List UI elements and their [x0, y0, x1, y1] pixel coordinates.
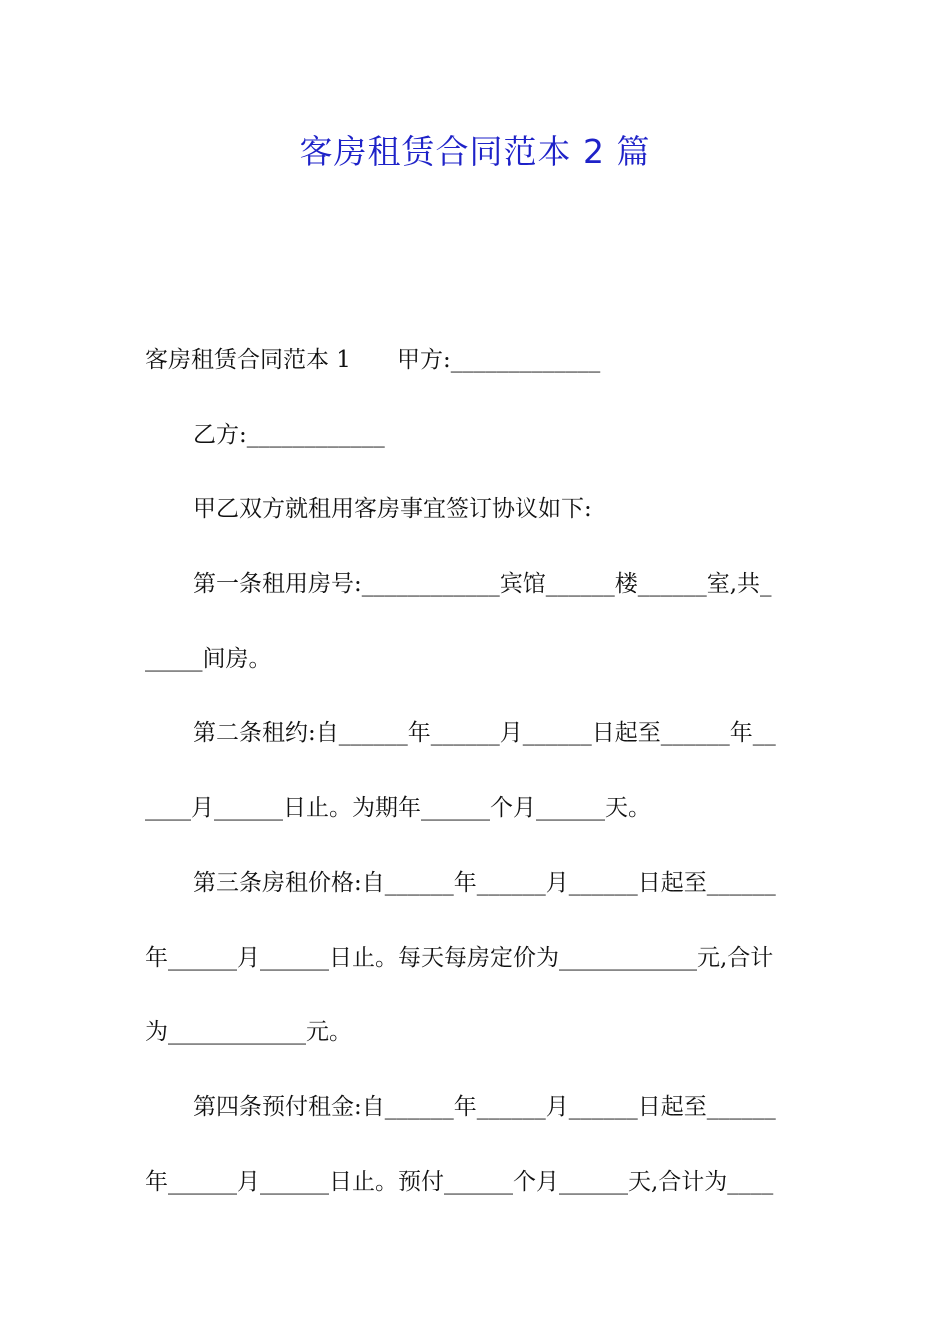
document-title: 客房租赁合同范本 2 篇	[299, 132, 651, 171]
contract-line-article-4-cont: 年______月______日止。预付______个月______天,合计为____	[145, 1168, 774, 1195]
contract-line-party-b: 乙方:____________	[193, 421, 385, 448]
contract-line-article-2: 第二条租约:自______年______月______日起至______年__	[193, 720, 776, 747]
contract-line-article-3: 第三条房租价格:自______年______月______日起至______	[193, 869, 776, 896]
contract-line-header: 客房租赁合同范本 1 甲方:_____________	[145, 347, 601, 373]
contract-body	[145, 330, 810, 1226]
contract-line-article-2-cont: ____月______日止。为期年______个月______天。	[145, 795, 651, 822]
contract-line-article-1: 第一条租用房号:____________宾馆______楼______室,共_	[193, 571, 772, 598]
contract-line-article-3-cont-2: 为____________元。	[145, 1019, 352, 1046]
contract-line-article-1-cont: _____间房。	[145, 645, 272, 672]
contract-line-article-4: 第四条预付租金:自______年______月______日起至______	[193, 1093, 776, 1120]
contract-line-article-3-cont: 年______月______日止。每天每房定价为____________元,合计	[145, 944, 774, 971]
contract-line-intro: 甲乙双方就租用客房事宜签订协议如下:	[193, 496, 592, 523]
